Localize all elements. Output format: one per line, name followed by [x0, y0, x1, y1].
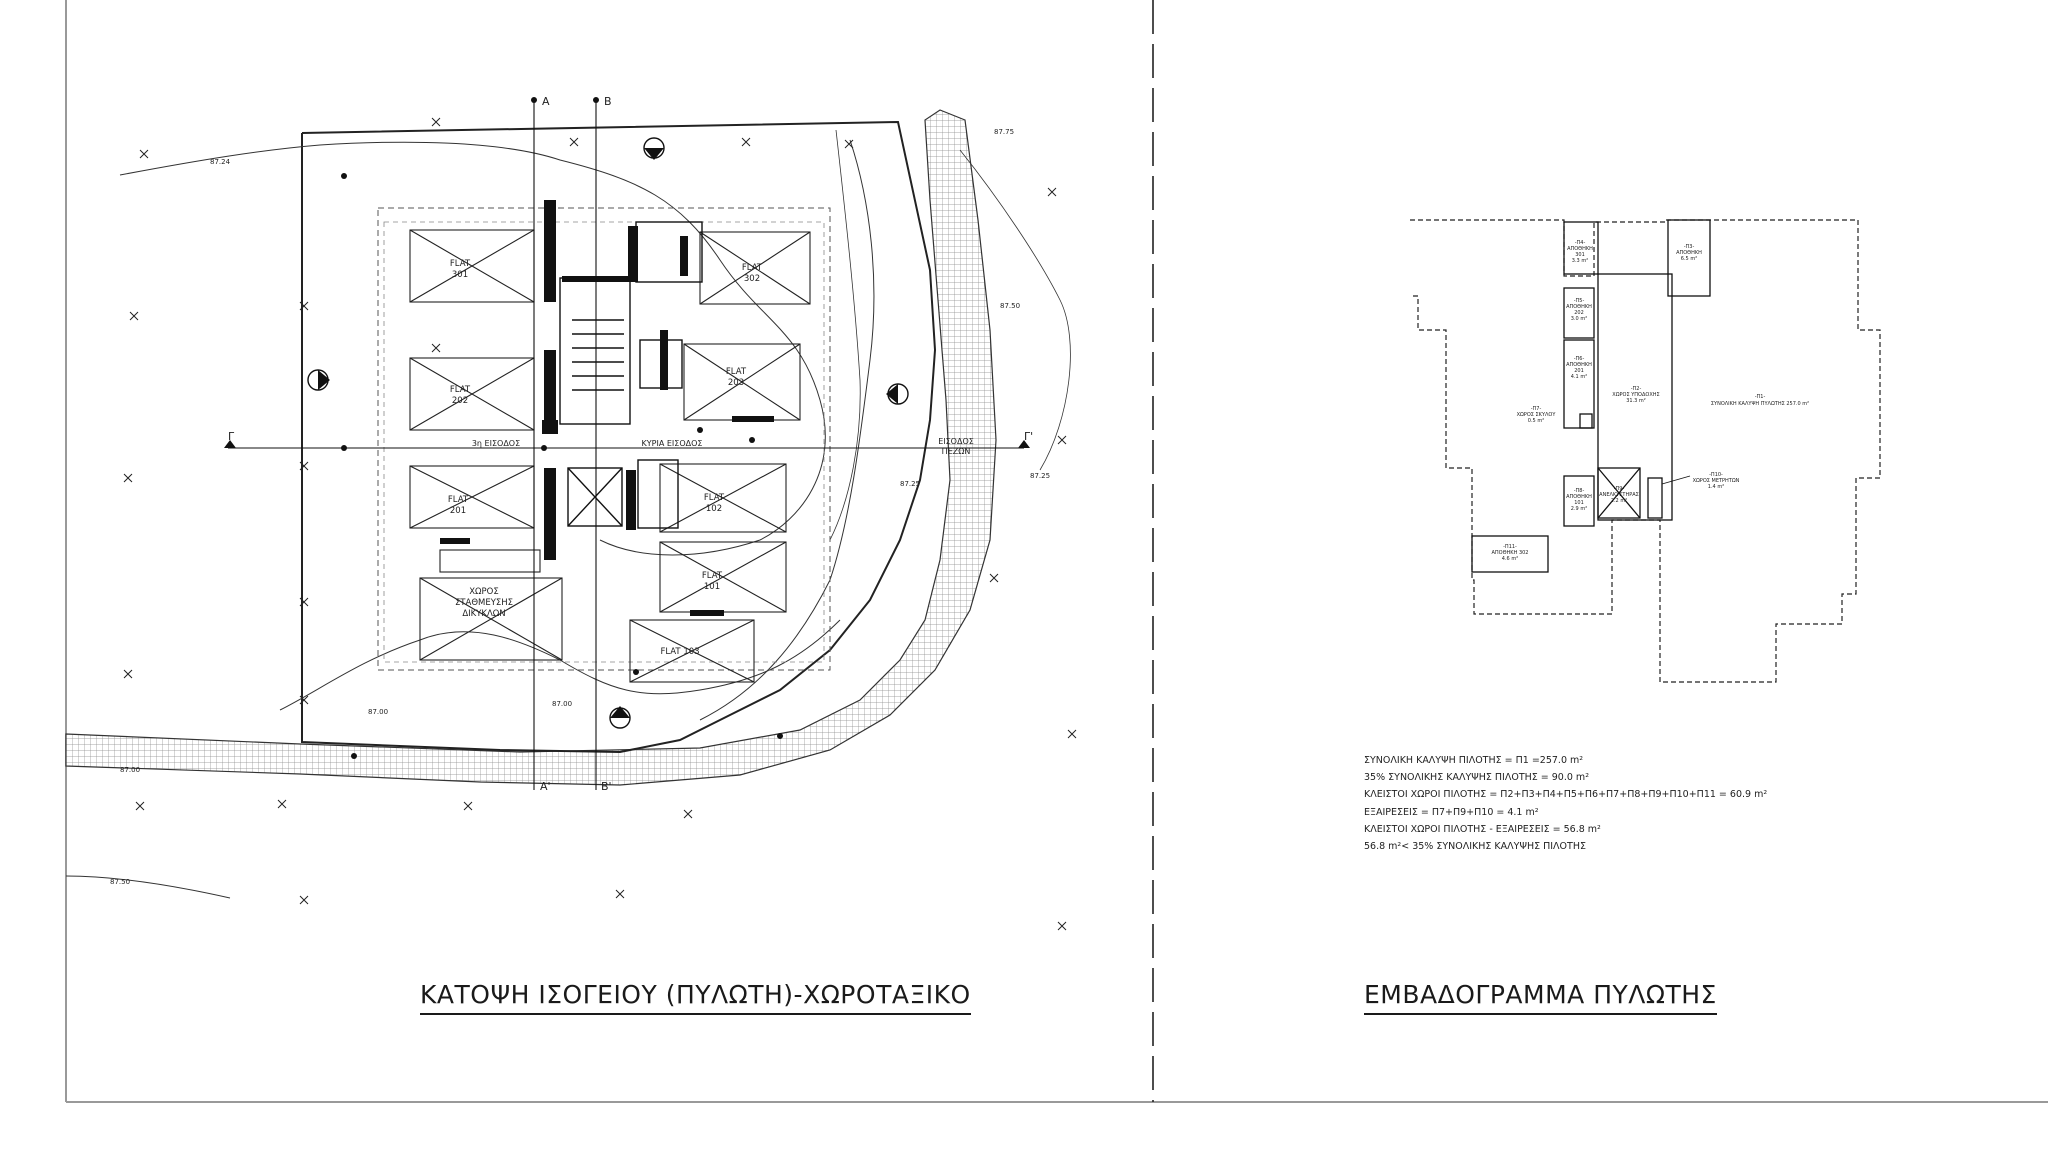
flat-102-number: 102 — [705, 504, 723, 514]
room-p6 — [1564, 340, 1594, 428]
plot-boundary — [302, 122, 935, 752]
label-p1 — [1711, 394, 1809, 407]
label-p6 — [1566, 356, 1592, 380]
label-p3 — [1676, 244, 1702, 262]
label-p4-code: -Π4- — [1574, 240, 1586, 246]
bicycle-parking-line1: ΧΩΡΟΣ — [469, 587, 499, 597]
label-p10 — [1693, 472, 1740, 490]
area-plan — [1410, 220, 1880, 682]
label-p7-area: 0.5 m² — [1527, 418, 1545, 424]
flat-202-label — [450, 385, 471, 406]
label-p11-code: -Π11- — [1503, 544, 1517, 550]
bicycle-parking-line3: ΔΙΚΥΚΛΩΝ — [462, 609, 506, 619]
label-p10-area: 1.4 m² — [1707, 484, 1725, 490]
label-p11-name: ΑΠΟΘΗΚΗ 302 — [1491, 550, 1529, 556]
flat-201-word: FLAT — [447, 495, 469, 505]
label-p4 — [1567, 240, 1593, 264]
contour-line — [830, 130, 860, 540]
label-p4-area: 3.3 m² — [1571, 258, 1589, 264]
label-p5-code: -Π5- — [1573, 298, 1585, 304]
main-entrance-label: ΚΥΡΙΑ ΕΙΣΟΔΟΣ — [641, 439, 703, 448]
flat-201-label — [448, 495, 469, 516]
section-label-g-left: Γ — [228, 430, 235, 443]
ground-floor-plan-title: ΚΑΤΟΨΗ ΙΣΟΓΕΙΟΥ (ΠΥΛΩΤΗ)-ΧΩΡΟΤΑΞΙΚΟ — [420, 980, 971, 1015]
flat-101-word: FLAT — [701, 571, 723, 581]
label-p8 — [1566, 488, 1592, 512]
flat-202-word: FLAT — [449, 385, 471, 395]
contour-line — [66, 876, 230, 898]
flat-101-number: 101 — [703, 582, 721, 592]
elevation-label: 87.25 — [1030, 472, 1051, 480]
area-plan-rooms — [1472, 220, 1710, 572]
section-marker-b-top — [593, 97, 599, 103]
label-p1-code: -Π1- — [1754, 394, 1766, 400]
label-p9-code: -Π9- — [1613, 486, 1625, 492]
area-plan-labels — [1492, 240, 1810, 562]
label-p11 — [1492, 544, 1529, 562]
label-p10-code: -Π10- — [1709, 472, 1723, 478]
bicycle-parking-label — [455, 587, 513, 619]
bicycle-parking-line2: ΣΤΑΘΜΕΥΣΗΣ — [454, 598, 514, 608]
area-plan-outer-boundary — [1410, 220, 1880, 682]
label-p1-text: ΣΥΝΟΛΙΚΗ ΚΑΛΥΨΗ ΠΥΛΩΤΗΣ 257.0 m² — [1710, 401, 1810, 407]
label-p6-name: ΑΠΟΘΗΚΗ — [1566, 362, 1592, 368]
flat-102-word: FLAT — [703, 493, 725, 503]
label-p7 — [1517, 406, 1557, 424]
label-p9 — [1599, 486, 1639, 504]
flat-203-word: FLAT — [725, 367, 747, 377]
flat-301-word: FLAT — [449, 259, 471, 269]
label-p3-name: ΑΠΟΘΗΚΗ — [1676, 250, 1702, 256]
flat-302-label — [742, 263, 763, 284]
label-p10-name: ΧΩΡΟΣ ΜΕΤΡΗΤΩΝ — [1692, 478, 1740, 484]
label-p6-code: -Π6- — [1573, 356, 1585, 362]
note-enclosed-minus-exemptions: ΚΛΕΙΣΤΟΙ ΧΩΡΟΙ ΠΙΛΟΤΗΣ - ΕΞΑΙΡΕΣΕΙΣ = 56.8 m² — [1364, 823, 1601, 835]
label-p3-area: 6.5 m² — [1680, 256, 1698, 262]
section-markers — [224, 97, 1030, 728]
contour-line — [280, 620, 840, 710]
p10-leader — [1662, 476, 1690, 484]
flat-301-label — [450, 259, 471, 280]
label-p6-flat: 201 — [1574, 368, 1584, 374]
flat-102-label — [704, 493, 725, 514]
elevation-label: 87.00 — [120, 766, 141, 774]
pedestrian-entrance-label — [938, 437, 974, 456]
flat-302-word: FLAT — [741, 263, 763, 273]
contour-line — [700, 140, 874, 720]
label-p2 — [1612, 386, 1659, 404]
label-p4-name: ΑΠΟΘΗΚΗ — [1567, 246, 1593, 252]
label-p5-flat: 202 — [1574, 310, 1584, 316]
note-enclosed-spaces: ΚΛΕΙΣΤΟΙ ΧΩΡΟΙ ΠΙΛΟΤΗΣ = Π2+Π3+Π4+Π5+Π6+Π7+Π8+Π9+Π10+Π11 = 60.9 m² — [1364, 789, 1768, 801]
flat-101-label — [702, 571, 723, 592]
label-p2-area: 31.3 m² — [1626, 398, 1646, 404]
label-p7-name: ΧΩΡΟΣ ΣΚΥΛΟΥ — [1516, 412, 1556, 418]
label-p9-name: ΑΝΕΛΚΥΣΤΗΡΑΣ — [1599, 492, 1639, 498]
section-marker-a-top — [531, 97, 537, 103]
label-p3-code: -Π3- — [1683, 244, 1695, 250]
room-p10 — [1648, 478, 1662, 518]
label-p9-area: 2.2 m² — [1610, 498, 1628, 504]
level-markers — [341, 173, 783, 759]
note-35-percent: 35% ΣΥΝΟΛΙΚΗΣ ΚΑΛΥΨΗΣ ΠΙΛΟΤΗΣ = 90.0 m² — [1364, 772, 1589, 784]
flat-203-number: 203 — [727, 378, 745, 388]
label-p8-code: -Π8- — [1573, 488, 1585, 494]
site-plan — [66, 95, 1076, 930]
third-entrance-label: 3η ΕΙΣΟΔΟΣ — [471, 439, 521, 448]
label-p8-area: 2.9 m² — [1570, 506, 1588, 512]
area-plan-title: ΕΜΒΑΔΟΓΡΑΜΜΑ ΠΥΛΩΤΗΣ — [1364, 980, 1717, 1015]
section-label-a-bottom: A' — [540, 780, 551, 793]
label-p2-name: ΧΩΡΟΣ ΥΠΟΔΟΧΗΣ — [1612, 392, 1660, 398]
label-p2-code: -Π2- — [1630, 386, 1642, 392]
note-comparison: 56.8 m²< 35% ΣΥΝΟΛΙΚΗΣ ΚΑΛΥΨΗΣ ΠΙΛΟΤΗΣ — [1364, 840, 1586, 852]
label-p5-name: ΑΠΟΘΗΚΗ — [1566, 304, 1592, 310]
wall-segments — [440, 200, 774, 616]
label-p5 — [1566, 298, 1592, 322]
elevation-label: 87.75 — [994, 128, 1015, 136]
elevation-label: 87.25 — [900, 480, 921, 488]
flat-203-label — [726, 367, 747, 388]
section-label-g-right: Γ' — [1024, 430, 1034, 443]
pedestrian-entrance-line2: ΠΕΖΩΝ — [941, 447, 971, 456]
label-p7-code: -Π7- — [1530, 406, 1542, 412]
flat-202-number: 202 — [451, 396, 469, 406]
elevation-label: 87.00 — [552, 700, 573, 708]
elevation-label: 87.24 — [210, 158, 231, 166]
room-p7 — [1580, 414, 1592, 428]
elevation-label: 87.50 — [1000, 302, 1021, 310]
label-p8-name: ΑΠΟΘΗΚΗ — [1566, 494, 1592, 500]
elevation-label: 87.50 — [110, 878, 131, 886]
flat-103-label: FLAT 103 — [660, 647, 700, 657]
flat-301-number: 301 — [451, 270, 469, 280]
label-p11-area: 4.6 m² — [1501, 556, 1519, 562]
section-label-a: A — [542, 95, 550, 108]
note-total-coverage: ΣΥΝΟΛΙΚΗ ΚΑΛΥΨΗ ΠΙΛΟΤΗΣ = Π1 =257.0 m² — [1364, 755, 1584, 766]
note-exemptions: ΕΞΑΙΡΕΣΕΙΣ = Π7+Π9+Π10 = 4.1 m² — [1364, 806, 1539, 818]
label-p8-flat: 101 — [1574, 500, 1584, 506]
area-calculation-notes — [1364, 752, 1767, 855]
section-label-b-bottom: B' — [601, 780, 612, 793]
flat-201-number: 201 — [449, 506, 467, 516]
pedestrian-entrance-line1: ΕΙΣΟΔΟΣ — [938, 437, 974, 446]
label-p4-flat: 301 — [1575, 252, 1585, 258]
section-label-b: B — [604, 95, 612, 108]
elevation-label: 87.00 — [368, 708, 389, 716]
label-p5-area: 3.0 m² — [1570, 316, 1588, 322]
flat-302-number: 302 — [743, 274, 761, 284]
label-p6-area: 4.1 m² — [1570, 374, 1588, 380]
